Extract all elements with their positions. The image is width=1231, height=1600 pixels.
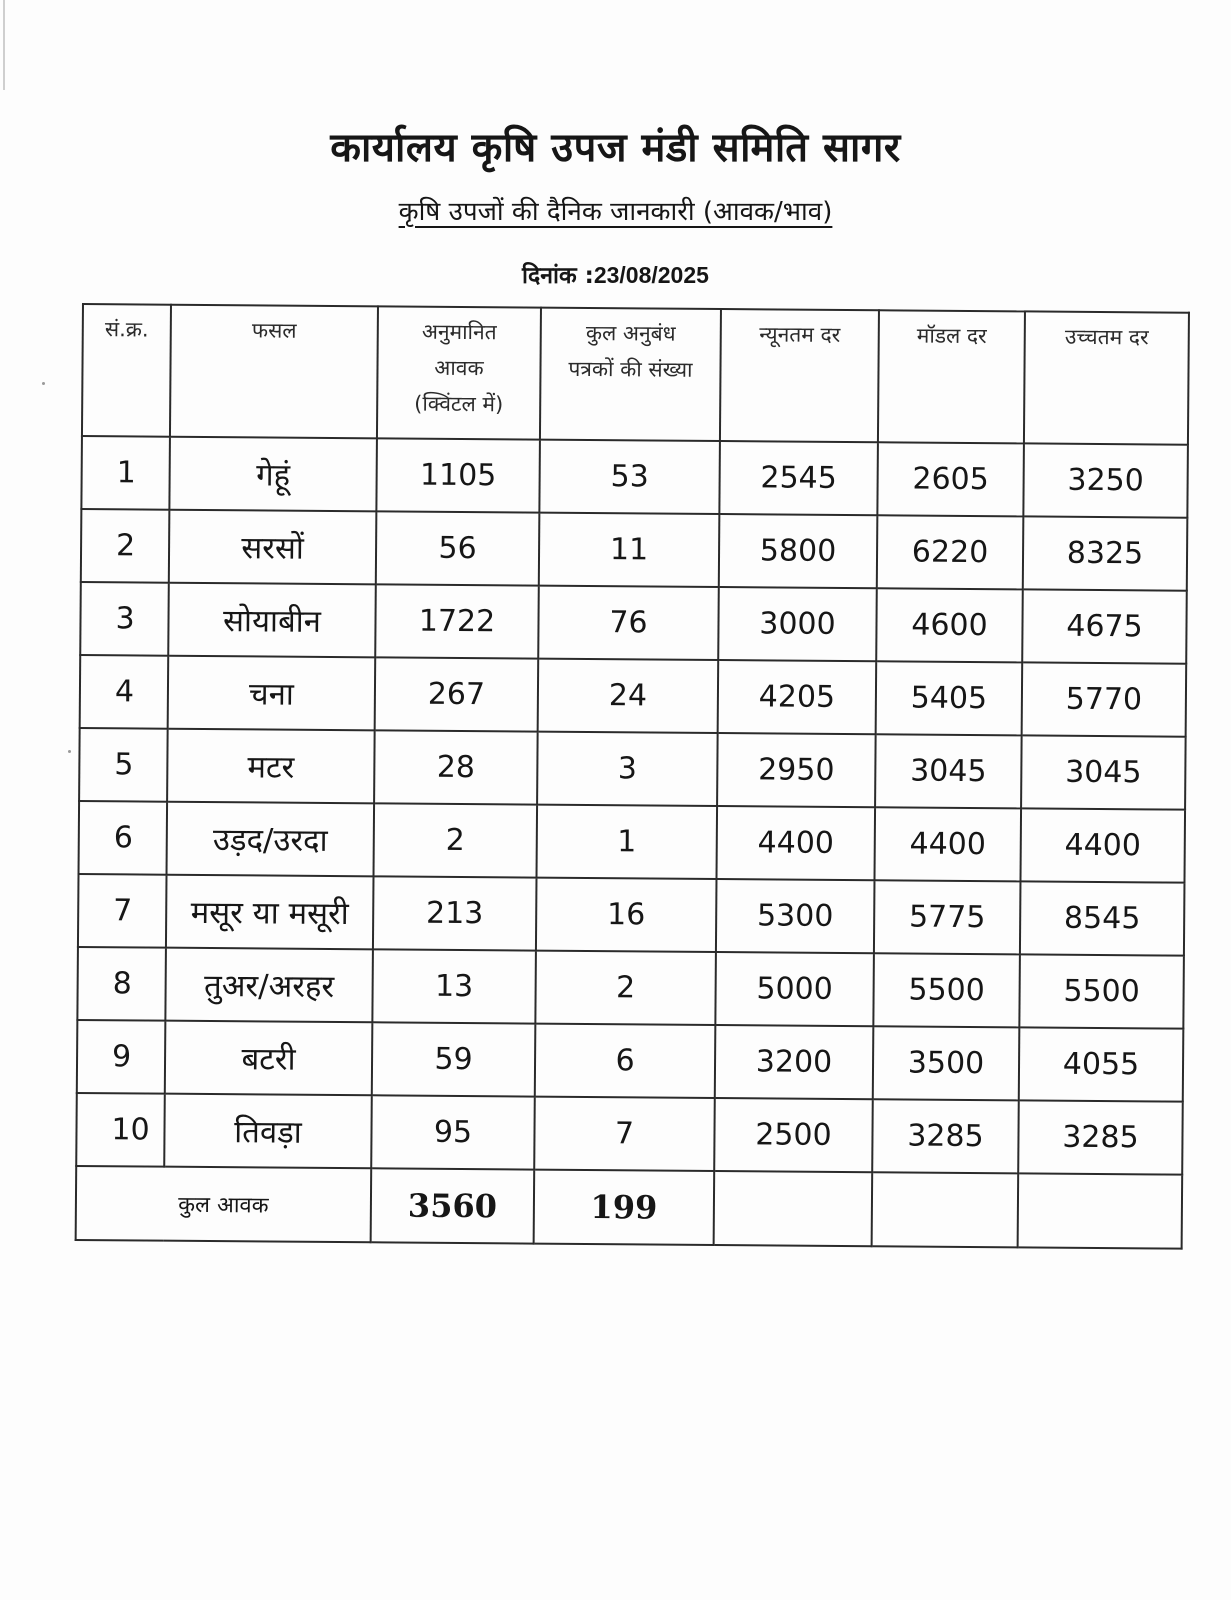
- cell-contracts: 24: [538, 659, 719, 733]
- table-row: [79, 801, 1186, 883]
- total-label: कुल आवक: [76, 1166, 372, 1242]
- cell-arrival: 28: [374, 730, 538, 804]
- cell-modal-rate: 4400: [874, 807, 1021, 881]
- cell-min-rate: 4400: [716, 806, 875, 880]
- cell-contracts: 11: [539, 513, 720, 587]
- cell-min-rate: 3200: [715, 1025, 874, 1099]
- cell-arrival: 2: [374, 803, 538, 877]
- table-row: [79, 728, 1186, 810]
- cell-min-rate: 3000: [718, 587, 877, 661]
- cell-min-rate: 5800: [719, 514, 878, 588]
- cell-arrival: 13: [372, 949, 536, 1023]
- cell-min-rate: 5300: [716, 879, 875, 953]
- cell-arrival: 95: [371, 1095, 535, 1169]
- header-estimated-arrival: [377, 306, 541, 439]
- cell-arrival: 213: [373, 876, 537, 950]
- date-value: 23/08/2025: [593, 262, 709, 288]
- cell-crop: सरसों: [169, 510, 377, 585]
- table-row: [80, 582, 1187, 664]
- cell-arrival: 1722: [375, 584, 539, 658]
- cell-arrival: 1105: [376, 438, 540, 512]
- header-arrival-line-1: अनुमानित: [421, 319, 497, 345]
- cell-arrival: 59: [372, 1022, 536, 1096]
- cell-max-rate: 3285: [1018, 1100, 1183, 1174]
- header-arrival-line-2: आवक: [434, 355, 484, 381]
- cell-arrival: 56: [376, 511, 540, 585]
- cell-modal-rate: 4600: [876, 588, 1023, 662]
- cell-contracts: 2: [535, 951, 716, 1025]
- table-row: [76, 1093, 1183, 1175]
- report-date: [0, 258, 1231, 290]
- table-row: [77, 947, 1184, 1029]
- cell-modal-rate: 5405: [876, 661, 1023, 735]
- header-modal-rate: मॉडल दर: [878, 310, 1025, 443]
- cell-min-rate: 5000: [715, 952, 874, 1026]
- cell-contracts: 16: [536, 878, 717, 952]
- cell-crop: तिवड़ा: [164, 1094, 372, 1169]
- cell-max-rate: 4400: [1020, 808, 1185, 882]
- header-serial-no: सं.क्र.: [82, 304, 171, 437]
- cell-crop: मटर: [167, 729, 375, 804]
- cell-crop: उड़द/उरदा: [167, 802, 375, 877]
- cell-max-rate: 8545: [1020, 881, 1185, 955]
- total-arrival: 3560: [371, 1168, 535, 1243]
- header-maximum-rate: उच्चतम दर: [1024, 311, 1189, 444]
- cell-contracts: 6: [535, 1024, 716, 1098]
- header-crop: फसल: [170, 305, 378, 439]
- cell-contracts: 7: [534, 1097, 715, 1171]
- cell-contracts: 1: [537, 805, 718, 879]
- cell-modal-rate: 6220: [877, 515, 1024, 589]
- cell-crop: सोयाबीन: [168, 583, 376, 658]
- arrival-rate-table: [75, 303, 1190, 1250]
- cell-min-rate: 2950: [717, 733, 876, 807]
- cell-crop: गेहूं: [169, 437, 377, 512]
- cell-max-rate: 3045: [1021, 735, 1186, 809]
- cell-modal-rate: 3045: [875, 734, 1022, 808]
- cell-serial-no: 9: [77, 1020, 166, 1094]
- scan-edge-mark: [3, 0, 5, 90]
- cell-contracts: 53: [539, 440, 720, 514]
- header-contracts-line-1: कुल अनुबंध: [585, 320, 676, 346]
- report-subtitle-text: कृषि उपजों की दैनिक जानकारी (आवक/भाव): [398, 197, 833, 227]
- cell-contracts: 3: [537, 732, 718, 806]
- header-contracts-line-2: पत्रकों की संख्या: [568, 356, 693, 382]
- cell-modal-rate: 2605: [877, 442, 1024, 516]
- total-max-rate-empty: [1018, 1173, 1183, 1248]
- table-row: [80, 655, 1187, 737]
- cell-arrival: 267: [375, 657, 539, 731]
- header-arrival-line-3: (क्विंटल में): [414, 391, 504, 417]
- table-header-row: [82, 304, 1189, 445]
- office-title: कार्यालय कृषि उपज मंडी समिति सागर: [330, 125, 901, 171]
- table-row: [81, 509, 1188, 591]
- cell-serial-no: 2: [81, 509, 170, 583]
- total-modal-rate-empty: [872, 1172, 1019, 1247]
- table-row: [77, 1020, 1184, 1102]
- cell-modal-rate: 5500: [873, 953, 1020, 1027]
- cell-max-rate: 4675: [1022, 589, 1187, 663]
- cell-crop: मसूर या मसूरी: [166, 875, 374, 950]
- cell-serial-no: 10: [76, 1093, 165, 1167]
- cell-min-rate: 2545: [719, 441, 878, 515]
- cell-min-rate: 2500: [714, 1098, 873, 1172]
- cell-serial-no: 5: [79, 728, 168, 802]
- cell-min-rate: 4205: [718, 660, 877, 734]
- cell-modal-rate: 3285: [872, 1099, 1019, 1173]
- cell-max-rate: 5500: [1019, 954, 1184, 1028]
- date-label: दिनांक :: [522, 263, 594, 289]
- cell-max-rate: 3250: [1023, 443, 1188, 517]
- cell-max-rate: 5770: [1022, 662, 1187, 736]
- table-row: [81, 436, 1188, 518]
- cell-modal-rate: 3500: [873, 1026, 1020, 1100]
- cell-serial-no: 3: [80, 582, 169, 656]
- table-row: [78, 874, 1185, 956]
- header-contract-count: [540, 308, 721, 441]
- cell-max-rate: 4055: [1019, 1027, 1184, 1101]
- total-row: [76, 1166, 1183, 1249]
- cell-crop: तुअर/अरहर: [165, 948, 373, 1023]
- report-subtitle: [0, 192, 1231, 228]
- cell-max-rate: 8325: [1023, 516, 1188, 590]
- cell-serial-no: 7: [78, 874, 167, 948]
- cell-serial-no: 1: [81, 436, 170, 510]
- cell-serial-no: 4: [80, 655, 169, 729]
- cell-contracts: 76: [538, 586, 719, 660]
- cell-crop: चना: [168, 656, 376, 731]
- scan-speck: [42, 382, 45, 385]
- cell-crop: बटरी: [165, 1021, 373, 1096]
- cell-serial-no: 8: [77, 947, 166, 1021]
- total-min-rate-empty: [714, 1171, 873, 1246]
- total-contracts: 199: [534, 1170, 715, 1245]
- cell-modal-rate: 5775: [874, 880, 1021, 954]
- header-minimum-rate: न्यूनतम दर: [720, 309, 879, 442]
- cell-serial-no: 6: [79, 801, 168, 875]
- scan-speck: [68, 750, 71, 753]
